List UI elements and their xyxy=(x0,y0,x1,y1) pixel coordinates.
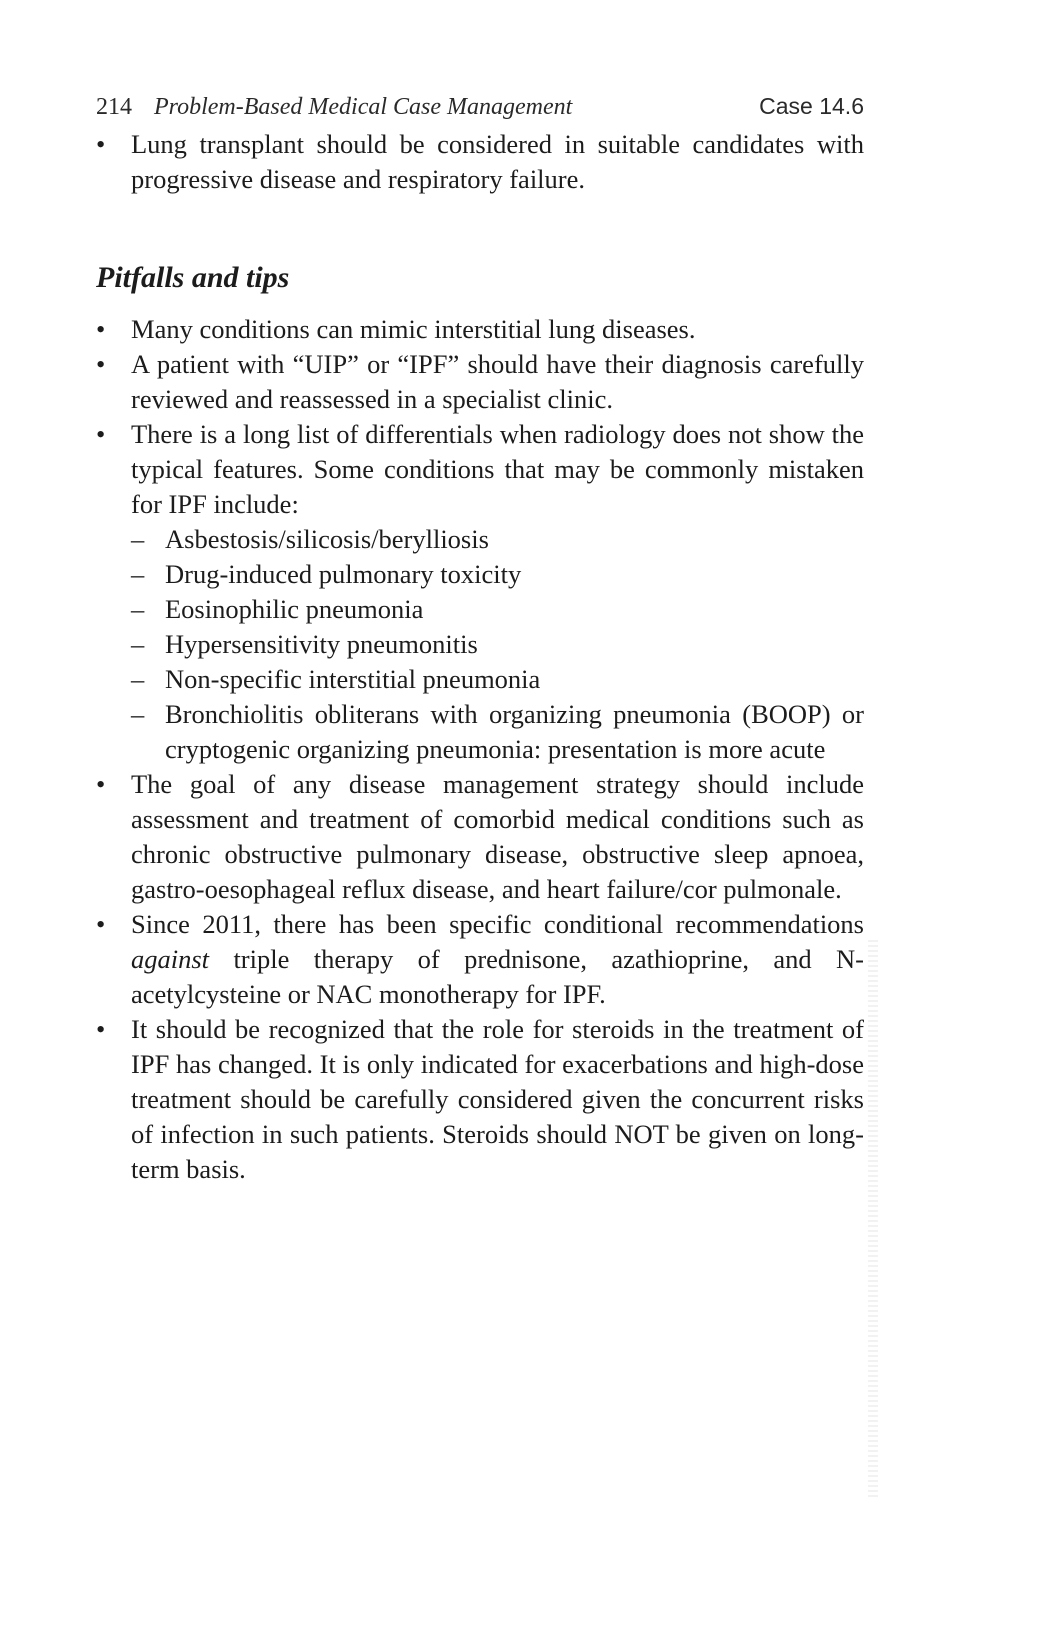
bullet-marker: • xyxy=(96,419,106,449)
dash-marker: – xyxy=(131,629,145,659)
case-label: Case 14.6 xyxy=(759,93,864,119)
sublist-text: Bronchiolitis obliterans with organizing pneumonia (BOOP) or cryptogenic organizing pneumonia: presentation is more acute xyxy=(165,699,864,764)
bullet-item xyxy=(96,347,864,417)
bullet-item xyxy=(96,1012,864,1187)
bullet-text: It should be recognized that the role for steroids in the treatment of IPF has changed. It is only indicated for exacerbations and high-dose treatment should be carefully considered given the concurrent risks of infection in such patients. Steroids should NOT be given on long-term basis. xyxy=(131,1014,864,1184)
bullet-item xyxy=(96,127,864,197)
running-head xyxy=(96,86,864,127)
page-number: 214 xyxy=(96,94,132,120)
dash-marker: – xyxy=(131,559,145,589)
dash-marker: – xyxy=(131,524,145,554)
sublist-text: Drug-induced pulmonary toxicity xyxy=(165,559,522,589)
bullet-marker: • xyxy=(96,1014,106,1044)
bullet-item xyxy=(96,907,864,1012)
scan-edge-shading xyxy=(868,940,878,1500)
bullet-text: There is a long list of differentials when radiology does not show the typical features. Some conditions that may be commonly mistaken for IPF include: xyxy=(131,419,864,519)
bullet-marker: • xyxy=(96,314,106,344)
sublist-text: Eosinophilic pneumonia xyxy=(165,594,424,624)
bullet-item xyxy=(96,312,864,347)
sublist-item xyxy=(131,697,864,767)
bullet-text: The goal of any disease management strategy should include assessment and treatment of comorbid medical conditions such as chronic obstructive pulmonary disease, obstructive sleep apnoea, gastro-oesophageal reflux disease, and heart failure/cor pulmonale. xyxy=(131,769,864,904)
bullet-text: Lung transplant should be considered in suitable candidates with progressive disease and respiratory failure. xyxy=(131,129,864,194)
bullet-text: A patient with “UIP” or “IPF” should have their diagnosis carefully reviewed and reassessed in a specialist clinic. xyxy=(131,349,864,414)
book-page xyxy=(96,86,864,1187)
sublist-text: Asbestosis/silicosis/berylliosis xyxy=(165,524,489,554)
sublist-item xyxy=(131,627,864,662)
sublist-item xyxy=(131,522,864,557)
bullet-marker: • xyxy=(96,349,106,379)
bullet-text: Many conditions can mimic interstitial lung diseases. xyxy=(131,314,696,344)
bullet-text-before: Since 2011, there has been specific conditional recommendations xyxy=(131,909,864,939)
bullet-marker: • xyxy=(96,129,106,159)
sublist-text: Non-specific interstitial pneumonia xyxy=(165,664,541,694)
bullet-item xyxy=(96,767,864,907)
dash-marker: – xyxy=(131,664,145,694)
book-title: Problem-Based Medical Case Management xyxy=(154,94,573,120)
intro-bullet-list xyxy=(96,127,864,197)
bullet-text-after: triple therapy of prednisone, azathioprine, and N-acetylcysteine or NAC monotherapy for IPF. xyxy=(131,944,864,1009)
differentials-sublist xyxy=(131,522,864,767)
sublist-item xyxy=(131,662,864,697)
dash-marker: – xyxy=(131,594,145,624)
pitfalls-bullet-list xyxy=(96,312,864,1187)
section-heading: Pitfalls and tips xyxy=(96,261,290,294)
dash-marker: – xyxy=(131,699,145,729)
sublist-text: Hypersensitivity pneumonitis xyxy=(165,629,478,659)
sublist-item xyxy=(131,557,864,592)
emphasis-text: against xyxy=(131,944,210,974)
bullet-marker: • xyxy=(96,769,106,799)
running-head-left xyxy=(96,87,572,127)
bullet-item xyxy=(96,417,864,767)
bullet-marker: • xyxy=(96,909,106,939)
sublist-item xyxy=(131,592,864,627)
